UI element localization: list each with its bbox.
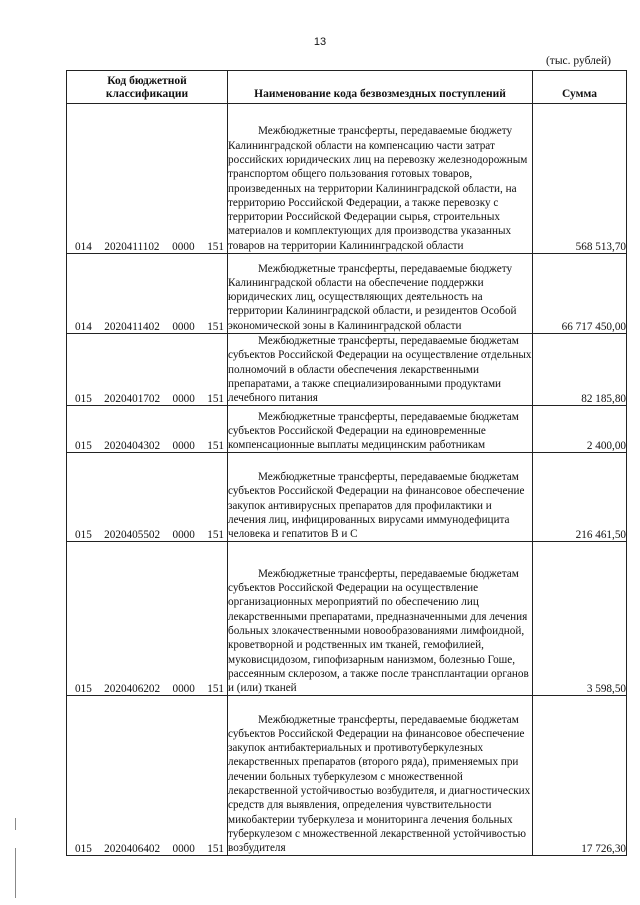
sum-cell: 82 185,80	[533, 334, 627, 406]
code-cell	[67, 406, 228, 453]
table-row	[67, 334, 627, 406]
sum-cell: 17 726,30	[533, 696, 627, 856]
name-cell	[228, 254, 533, 334]
name-cell	[228, 453, 533, 542]
name-cell	[228, 542, 533, 696]
program-code: 0000	[172, 440, 195, 453]
code-cell	[67, 696, 228, 856]
code-cell	[67, 542, 228, 696]
table-row	[67, 104, 627, 254]
code-cell	[67, 334, 228, 406]
page-number: 13	[313, 36, 327, 48]
kosgu-code: 151	[207, 683, 224, 696]
margin-mark	[15, 848, 16, 898]
kosgu-code: 151	[207, 321, 224, 333]
program-code: 0000	[172, 241, 195, 253]
income-code: 2020405502	[104, 529, 161, 542]
units-label: (тыс. рублей)	[545, 55, 611, 67]
income-name: Межбюджетные трансферты, передаваемые бюджету Калининградской области на обеспечение поддержки юридических лиц, осуществляющих деятельность на территории Калининградской области, и резидентов Особой экономической зоны в Калининградской области	[228, 262, 517, 332]
table-row	[67, 406, 627, 453]
name-cell	[228, 104, 533, 254]
name-cell	[228, 406, 533, 453]
header-name: Наименование кода безвозмездных поступлений	[228, 71, 533, 104]
income-name: Межбюджетные трансферты, передаваемые бюджетам субъектов Российской Федерации на финансовое обеспечение закупок антивирусных препаратов для профилактики и лечения лиц, инфицированных вирусами иммунодефицита человека и гепатитов В и С	[228, 471, 525, 541]
name-cell	[228, 696, 533, 856]
name-cell	[228, 334, 533, 406]
table-row	[67, 254, 627, 334]
program-code: 0000	[172, 529, 195, 542]
program-code: 0000	[172, 843, 195, 856]
kosgu-code: 151	[207, 440, 224, 453]
table-row	[67, 453, 627, 542]
kosgu-code: 151	[207, 529, 224, 542]
header-code: Код бюджетной классификации	[67, 71, 228, 104]
sum-cell: 3 598,50	[533, 542, 627, 696]
admin-code: 015	[75, 843, 92, 856]
sum-cell: 216 461,50	[533, 453, 627, 542]
kosgu-code: 151	[207, 393, 224, 406]
margin-mark	[15, 818, 16, 830]
admin-code: 015	[75, 393, 92, 406]
kosgu-code: 151	[207, 843, 224, 856]
income-code: 2020411402	[104, 321, 160, 333]
income-code: 2020406202	[104, 683, 161, 696]
program-code: 0000	[172, 393, 195, 406]
budget-table	[66, 70, 627, 856]
income-code: 2020404302	[104, 440, 161, 453]
admin-code: 014	[75, 241, 92, 253]
sum-cell: 66 717 450,00	[533, 254, 627, 334]
income-name: Межбюджетные трансферты, передаваемые бюджетам субъектов Российской Федерации на осуществление отдельных полномочий в области обеспечения лекарственными препаратами, а также специализированными продуктами лечебного питания	[228, 335, 532, 405]
income-code: 2020406402	[104, 843, 161, 856]
kosgu-code: 151	[207, 241, 224, 253]
header-sum: Сумма	[533, 71, 627, 104]
program-code: 0000	[172, 683, 195, 696]
program-code: 0000	[172, 321, 195, 333]
sum-cell: 568 513,70	[533, 104, 627, 254]
income-name: Межбюджетные трансферты, передаваемые бюджету Калининградской области на компенсацию части затрат российских юридических лиц на перевозку железнодорожным транспортом общего пользования готовых товаров, произведенных на территории Калининградской области, на территорию Российской Федерации, а также перевозку с территории Российской Федерации сырья, строительных материалов и комплектующих для производства указанных товаров на территории Калининградской области	[228, 125, 528, 252]
table-row	[67, 696, 627, 856]
admin-code: 015	[75, 440, 92, 453]
income-name: Межбюджетные трансферты, передаваемые бюджетам субъектов Российской Федерации на финансовое обеспечение закупок антибактериальных и противотуберкулезных лекарственных препаратов (второго ряда), применяемых при лечении больных туберкулезом с множественной лекарственной устойчивостью возбудителя, и диагностических средств для выявления, определения чувствительности микобактерии туберкулеза и мониторинга лечения больных туберкулезом с множественной лекарственной устойчивостью возбудителя	[228, 713, 531, 855]
income-code: 2020401702	[104, 393, 161, 406]
income-name: Межбюджетные трансферты, передаваемые бюджетам субъектов Российской Федерации на единовременные компенсационные выплаты медицинским работникам	[228, 410, 519, 452]
code-cell	[67, 453, 228, 542]
code-cell	[67, 104, 228, 254]
code-cell	[67, 254, 228, 334]
admin-code: 014	[75, 321, 92, 333]
admin-code: 015	[75, 529, 92, 542]
table-header-row	[67, 71, 627, 104]
income-code: 2020411102	[104, 241, 160, 253]
admin-code: 015	[75, 683, 92, 696]
income-name: Межбюджетные трансферты, передаваемые бюджетам субъектов Российской Федерации на осуществление организационных мероприятий по обеспечению лиц лекарственными препаратами, предназначенными для лечения больных злокачественными новообразованиями лимфоидной, кроветворной и родственных им тканей, гемофилией, муковисцидозом, гипофизарным нанизмом, болезнью Гоше, рассеянным склерозом, а также после трансплантации органов и (или) тканей	[228, 567, 529, 695]
table-row	[67, 542, 627, 696]
sum-cell: 2 400,00	[533, 406, 627, 453]
